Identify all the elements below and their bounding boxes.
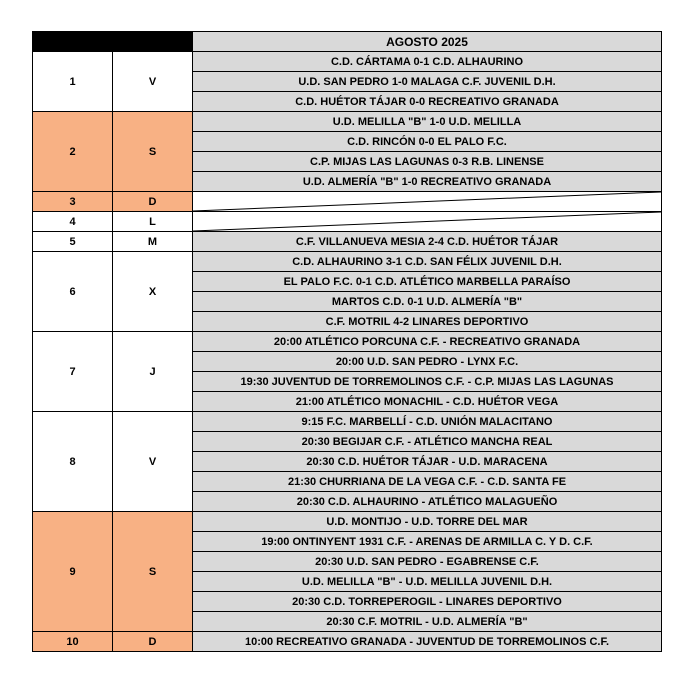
day-number: 9 [33,512,113,632]
day-number: 8 [33,412,113,512]
match-cell: 20:00 U.D. SAN PEDRO - LYNX F.C. [193,352,662,372]
match-cell: C.F. VILLANUEVA MESIA 2-4 C.D. HUÉTOR TÁJAR [193,232,662,252]
table-row [33,412,662,432]
match-cell: 20:30 C.D. ALHAURINO - ATLÉTICO MALAGUEÑO [193,492,662,512]
weekday-letter: S [113,112,193,192]
day-number: 3 [33,192,113,212]
header-blank-cell [33,32,193,52]
match-cell: U.D. MONTIJO - U.D. TORRE DEL MAR [193,512,662,532]
weekday-letter: M [113,232,193,252]
table-row [33,52,662,72]
match-cell: 20:00 ATLÉTICO PORCUNA C.F. - RECREATIVO GRANADA [193,332,662,352]
match-cell: 10:00 RECREATIVO GRANADA - JUVENTUD DE TORREMOLINOS C.F. [193,632,662,652]
match-cell: 9:15 F.C. MARBELLÍ - C.D. UNIÓN MALACITANO [193,412,662,432]
match-cell: 20:30 U.D. SAN PEDRO - EGABRENSE C.F. [193,552,662,572]
table-row [33,332,662,352]
diagonal-line [193,212,661,231]
day-number: 4 [33,212,113,232]
match-cell: 21:30 CHURRIANA DE LA VEGA C.F. - C.D. SANTA FE [193,472,662,492]
header-row [33,32,662,52]
match-cell: 20:30 BEGIJAR C.F. - ATLÉTICO MANCHA REAL [193,432,662,452]
empty-match-cell [193,192,662,212]
match-cell: U.D. MELILLA "B" 1-0 U.D. MELILLA [193,112,662,132]
table-row [33,512,662,532]
match-cell: EL PALO F.C. 0-1 C.D. ATLÉTICO MARBELLA PARAÍSO [193,272,662,292]
day-number: 2 [33,112,113,192]
match-cell: 20:30 C.F. MOTRIL - U.D. ALMERÍA "B" [193,612,662,632]
match-cell: 19:00 ONTINYENT 1931 C.F. - ARENAS DE ARMILLA C. Y D. C.F. [193,532,662,552]
table-row [33,112,662,132]
match-cell: U.D. ALMERÍA "B" 1-0 RECREATIVO GRANADA [193,172,662,192]
weekday-letter: L [113,212,193,232]
match-cell: C.D. CÁRTAMA 0-1 C.D. ALHAURINO [193,52,662,72]
weekday-letter: V [113,412,193,512]
table-row [33,632,662,652]
month-title: AGOSTO 2025 [193,32,662,52]
match-cell: MARTOS C.D. 0-1 U.D. ALMERÍA "B" [193,292,662,312]
match-cell: C.D. HUÉTOR TÁJAR 0-0 RECREATIVO GRANADA [193,92,662,112]
table-row [33,252,662,272]
match-cell: 19:30 JUVENTUD DE TORREMOLINOS C.F. - C.P. MIJAS LAS LAGUNAS [193,372,662,392]
weekday-letter: S [113,512,193,632]
weekday-letter: D [113,192,193,212]
table-row [33,232,662,252]
day-number: 7 [33,332,113,412]
match-cell: C.D. RINCÓN 0-0 EL PALO F.C. [193,132,662,152]
empty-match-cell [193,212,662,232]
fixtures-table [32,31,662,652]
day-number: 6 [33,252,113,332]
table-row [33,212,662,232]
day-number: 5 [33,232,113,252]
day-number: 1 [33,52,113,112]
match-cell: 20:30 C.D. TORREPEROGIL - LINARES DEPORTIVO [193,592,662,612]
day-number: 10 [33,632,113,652]
diagonal-line [193,192,661,211]
weekday-letter: D [113,632,193,652]
match-cell: C.P. MIJAS LAS LAGUNAS 0-3 R.B. LINENSE [193,152,662,172]
table-row [33,192,662,212]
match-cell: U.D. MELILLA "B" - U.D. MELILLA JUVENIL D.H. [193,572,662,592]
match-cell: C.D. ALHAURINO 3-1 C.D. SAN FÉLIX JUVENIL D.H. [193,252,662,272]
match-cell: C.F. MOTRIL 4-2 LINARES DEPORTIVO [193,312,662,332]
weekday-letter: V [113,52,193,112]
match-cell: 20:30 C.D. HUÉTOR TÁJAR - U.D. MARACENA [193,452,662,472]
weekday-letter: X [113,252,193,332]
match-cell: 21:00 ATLÉTICO MONACHIL - C.D. HUÉTOR VEGA [193,392,662,412]
weekday-letter: J [113,332,193,412]
match-cell: U.D. SAN PEDRO 1-0 MALAGA C.F. JUVENIL D.H. [193,72,662,92]
